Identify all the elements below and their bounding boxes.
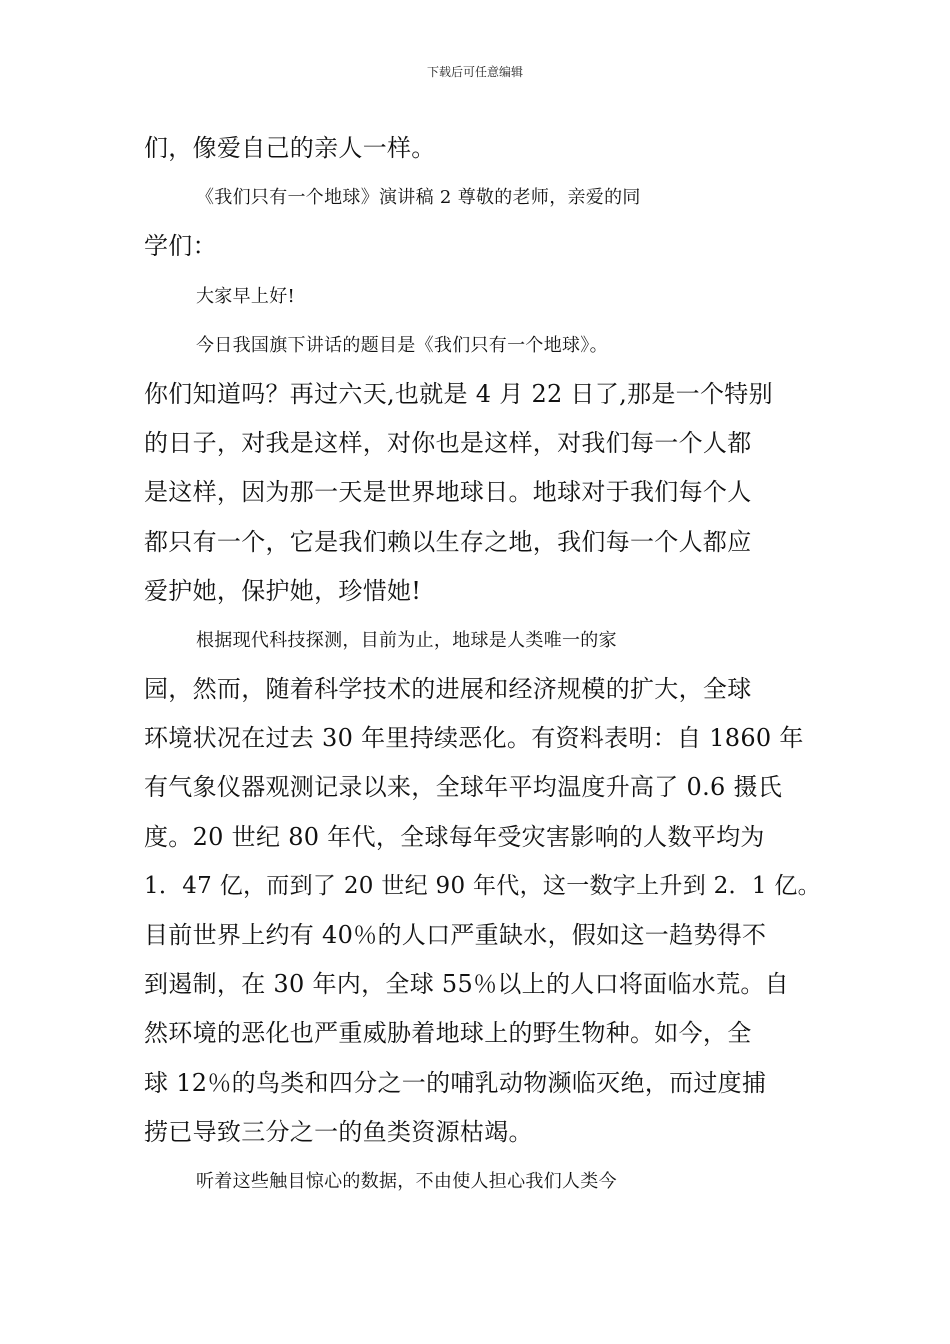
- text-line: 到遏制，在 30 年内，全球 55％以上的人口将面临水荒。自: [144, 970, 789, 999]
- text-line: 目前世界上约有 40％的人口严重缺水，假如这一趋势得不: [144, 921, 767, 949]
- text-line: 大家早上好!: [196, 285, 296, 307]
- text-line: 然环境的恶化也严重威胁着地球上的野生物种。如今，全: [144, 1019, 752, 1048]
- document-body: [144, 124, 821, 1206]
- text-line: 根据现代科技探测，目前为止，地球是人类唯一的家: [196, 629, 617, 651]
- text-line: 有气象仪器观测记录以来，全球年平均温度升高了 0.6 摄氏: [144, 773, 783, 802]
- text-line: 《我们只有一个地球》演讲稿 2 尊敬的老师，亲爱的同: [196, 187, 641, 209]
- text-line: 捞已导致三分之一的鱼类资源枯竭。: [144, 1117, 533, 1146]
- text-line: 度。20 世纪 80 年代，全球每年受灾害影响的人数平均为: [144, 822, 765, 851]
- text-line: 是这样，因为那一天是世界地球日。地球对于我们每个人: [144, 478, 752, 507]
- text-line: 的日子，对我是这样，对你也是这样，对我们每一个人都: [144, 429, 752, 458]
- text-line: 你们知道吗？再过六天,也就是 4 月 22 日了,那是一个特别: [144, 379, 773, 408]
- page-header: 下载后可任意编辑: [426, 65, 523, 79]
- text-line: 们，像爱自己的亲人一样。: [144, 134, 436, 162]
- text-line: 都只有一个，它是我们赖以生存之地，我们每一个人都应: [144, 527, 752, 556]
- text-line: 园，然而，随着科学技术的进展和经济规模的扩大，全球: [144, 675, 752, 704]
- text-line: 球 12％的鸟类和四分之一的哺乳动物濒临灭绝，而过度捕: [144, 1068, 767, 1097]
- text-line: 今日我国旗下讲话的题目是《我们只有一个地球》。: [196, 334, 608, 356]
- text-line: 学们：: [144, 232, 217, 261]
- text-line: 听着这些触目惊心的数据，不由使人担心我们人类今: [196, 1170, 617, 1192]
- text-line: 爱护她，保护她，珍惜她!: [144, 576, 422, 605]
- text-line: 环境状况在过去 30 年里持续恶化。有资料表明：自 1860 年: [144, 724, 804, 753]
- text-line: 1．47 亿，而到了 20 世纪 90 年代，这一数字上升到 2．1 亿。: [144, 872, 821, 899]
